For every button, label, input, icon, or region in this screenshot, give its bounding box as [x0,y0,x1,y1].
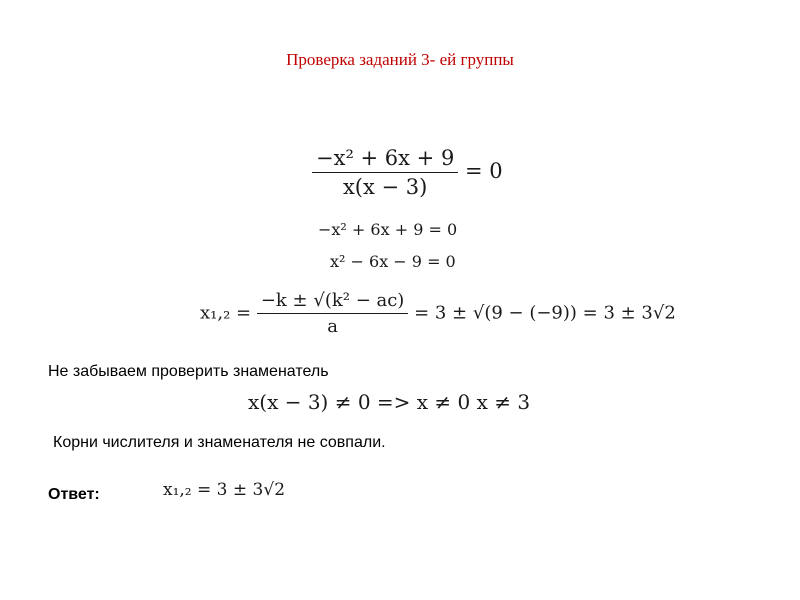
check-denominator-text: Не забываем проверить знаменатель [48,363,329,380]
roots-not-coincide-text: Корни числителя и знаменателя не совпали. [53,434,386,451]
standard-form-equation: x² − 6x − 9 = 0 [330,252,456,271]
fraction-denominator: x(x − 3) [342,175,428,199]
main-fraction [312,146,458,199]
main-equation [312,146,503,199]
roots-lhs: x₁,₂ = [200,302,252,324]
roots-formula-numerator: −k ± √(k² − ac) [257,290,409,314]
numerator-zero-equation: −x² + 6x + 9 = 0 [318,220,458,239]
slide-title: Проверка заданий 3- ей группы [286,50,514,69]
roots-equation [200,290,676,337]
denominator-check-equation: x(x − 3) ≠ 0 => x ≠ 0 x ≠ 3 [248,390,531,414]
roots-fraction [257,290,409,337]
roots-result: = 3 ± √(9 − (−9)) = 3 ± 3√2 [414,302,676,324]
answer-label: Ответ: [48,486,100,503]
fraction-numerator: −x² + 6x + 9 [312,146,458,173]
fraction-rhs: = 0 [465,159,503,183]
roots-formula-denominator: a [327,316,338,337]
answer-formula: x₁,₂ = 3 ± 3√2 [163,480,286,500]
